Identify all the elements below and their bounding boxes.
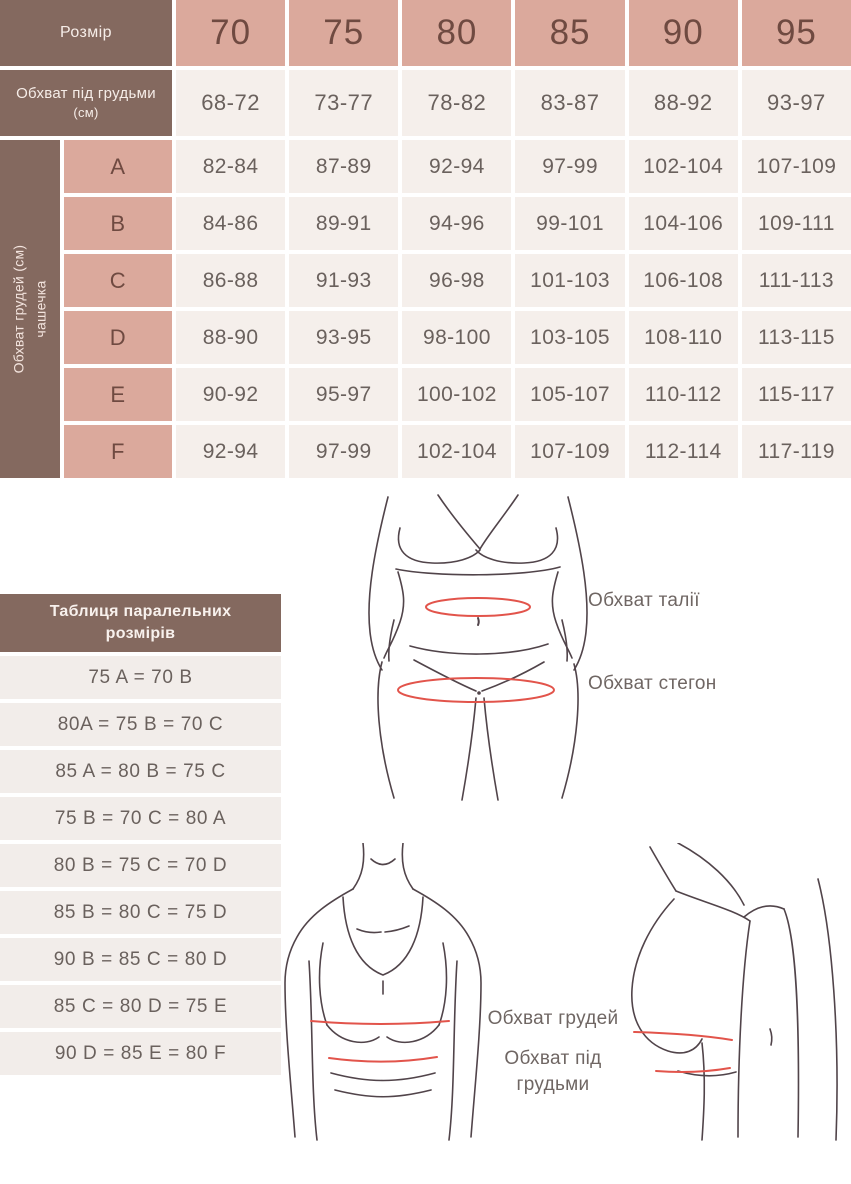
- bust-range-cell: 107-109: [742, 140, 851, 193]
- parallel-size-row: 90 B = 85 C = 80 D: [0, 938, 281, 981]
- bust-range-cell: 93-95: [289, 311, 398, 364]
- bust-range-cell: 95-97: [289, 368, 398, 421]
- waist-hips-sketch: [330, 492, 700, 810]
- underbust-range-cell: 88-92: [629, 70, 738, 136]
- side-label-line2: чашечка: [33, 280, 49, 338]
- parallel-sizes-title: [0, 594, 281, 652]
- cup-letter-cell: A: [64, 140, 172, 193]
- underbust-range-cell: 68-72: [176, 70, 285, 136]
- size-table-corner-label: Розмір: [0, 0, 172, 66]
- underbust-range-cell: 73-77: [289, 70, 398, 136]
- parallel-size-row: 75 B = 70 C = 80 A: [0, 797, 281, 840]
- parallel-size-row: 85 B = 80 C = 75 D: [0, 891, 281, 934]
- underbust-range-cell: 93-97: [742, 70, 851, 136]
- bust-range-cell: 92-94: [402, 140, 511, 193]
- cup-letter-cell: E: [64, 368, 172, 421]
- bust-range-cell: 96-98: [402, 254, 511, 307]
- bust-range-cell: 102-104: [402, 425, 511, 478]
- bust-range-cell: 90-92: [176, 368, 285, 421]
- size-column-header: 85: [515, 0, 624, 66]
- bust-range-cell: 84-86: [176, 197, 285, 250]
- bust-range-cell: 98-100: [402, 311, 511, 364]
- bust-range-cell: 87-89: [289, 140, 398, 193]
- bust-range-cell: 117-119: [742, 425, 851, 478]
- underbust-circumference-label-line1: Обхват під: [504, 1048, 602, 1069]
- size-column-header: 70: [176, 0, 285, 66]
- underbust-range-cell: 83-87: [515, 70, 624, 136]
- underbust-circumference-label: [478, 1046, 628, 1097]
- parallel-size-row: 85 A = 80 B = 75 C: [0, 750, 281, 793]
- size-column-header: 75: [289, 0, 398, 66]
- bust-range-cell: 115-117: [742, 368, 851, 421]
- parallel-sizes-title-line2: розмірів: [105, 625, 176, 642]
- size-column-header: 80: [402, 0, 511, 66]
- bust-circumference-label: Обхват грудей: [487, 1008, 619, 1029]
- bust-range-cell: 103-105: [515, 311, 624, 364]
- bust-range-cell: 109-111: [742, 197, 851, 250]
- parallel-size-row: 75 A = 70 B: [0, 656, 281, 699]
- side-label-line1: Обхват грудей (см): [10, 244, 27, 374]
- bust-range-cell: 113-115: [742, 311, 851, 364]
- bust-side-figure: [622, 843, 851, 1143]
- bust-range-cell: 105-107: [515, 368, 624, 421]
- size-column-header: 90: [629, 0, 738, 66]
- underbust-circumference-label-line2: грудьми: [516, 1073, 590, 1095]
- bust-range-cell: 86-88: [176, 254, 285, 307]
- bust-range-cell: 99-101: [515, 197, 624, 250]
- bust-range-cell: 101-103: [515, 254, 624, 307]
- cup-letter-cell: C: [64, 254, 172, 307]
- parallel-sizes-table: [0, 594, 281, 1075]
- size-column-header: 95: [742, 0, 851, 66]
- bust-range-cell: 94-96: [402, 197, 511, 250]
- bust-circumference-side-label: [0, 140, 60, 478]
- bust-range-cell: 104-106: [629, 197, 738, 250]
- parallel-size-row: 80 B = 75 C = 70 D: [0, 844, 281, 887]
- bust-range-cell: 106-108: [629, 254, 738, 307]
- hips-circumference-label: Обхват стегон: [588, 673, 717, 694]
- bra-size-table: [0, 0, 851, 478]
- bust-range-cell: 97-99: [289, 425, 398, 478]
- cup-letter-cell: D: [64, 311, 172, 364]
- parallel-size-row: 85 C = 80 D = 75 E: [0, 985, 281, 1028]
- bust-range-cell: 107-109: [515, 425, 624, 478]
- underbust-row-label-line2: (см): [73, 105, 99, 121]
- parallel-size-row: 80A = 75 B = 70 C: [0, 703, 281, 746]
- bust-range-cell: 100-102: [402, 368, 511, 421]
- bust-range-cell: 89-91: [289, 197, 398, 250]
- waist-hips-figure: [330, 492, 700, 810]
- parallel-size-row: 90 D = 85 E = 80 F: [0, 1032, 281, 1075]
- waist-circumference-label: Обхват талії: [588, 590, 700, 611]
- bust-front-sketch: [283, 843, 483, 1143]
- bust-range-cell: 91-93: [289, 254, 398, 307]
- underbust-range-cell: 78-82: [402, 70, 511, 136]
- bust-range-cell: 111-113: [742, 254, 851, 307]
- bust-range-cell: 102-104: [629, 140, 738, 193]
- bust-range-cell: 92-94: [176, 425, 285, 478]
- bust-range-cell: 88-90: [176, 311, 285, 364]
- bust-range-cell: 82-84: [176, 140, 285, 193]
- bust-circumference-side-label-text: [8, 144, 53, 474]
- bust-range-cell: 97-99: [515, 140, 624, 193]
- cup-letter-cell: F: [64, 425, 172, 478]
- underbust-row-label: [0, 70, 172, 136]
- bust-front-figure: [283, 843, 483, 1143]
- cup-letter-cell: B: [64, 197, 172, 250]
- bust-range-cell: 110-112: [629, 368, 738, 421]
- bust-range-cell: 112-114: [629, 425, 738, 478]
- bust-range-cell: 108-110: [629, 311, 738, 364]
- underbust-row-label-line1: Обхват під грудьми: [16, 85, 156, 103]
- bust-side-sketch: [622, 843, 851, 1143]
- parallel-sizes-title-line1: Таблиця паралельних: [49, 603, 232, 621]
